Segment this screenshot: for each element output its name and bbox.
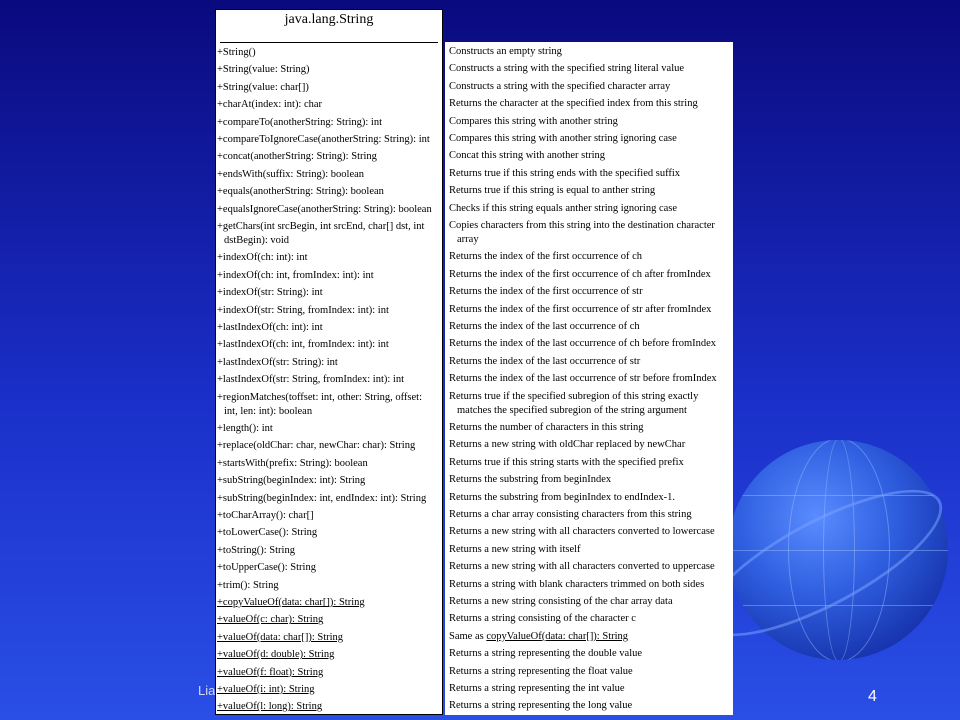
method-description: Returns a string consisting of the character c (449, 613, 636, 625)
method-description: Checks if this string equals anther string ignoring case (449, 202, 678, 214)
method-description: Constructs a string with the specified character array (449, 80, 671, 92)
method-description: Returns the index of the last occurrence of str (449, 355, 641, 367)
method-signature: +concat(anotherString: String): String (217, 151, 377, 163)
method-signature: +endsWith(suffix: String): boolean (217, 168, 365, 180)
method-description: Returns the substring from beginIndex (449, 474, 612, 486)
method-signature: +indexOf(str: String, fromIndex: int): int (217, 304, 389, 316)
method-description: Returns a new string with all characters converted to uppercase (449, 561, 715, 573)
method-signature: +lastIndexOf(str: String): int (217, 356, 338, 368)
method-signature: +subString(beginIndex: int): String (217, 475, 366, 487)
method-description (449, 631, 628, 642)
method-description: Returns the index of the last occurrence of ch before fromIndex (449, 338, 717, 350)
method-signature: +compareToIgnoreCase(anotherString: String): int (217, 134, 430, 145)
method-description: Returns a new string consisting of the char array data (449, 596, 673, 607)
method-description: Returns a string with blank characters trimmed on both sides (449, 578, 705, 590)
page-number: 4 (868, 688, 877, 705)
method-description: Returns the index of the last occurrence of str before fromIndex (449, 373, 717, 385)
method-signature-continued: int, len: int): boolean (224, 405, 313, 417)
method-signature: +valueOf(c: char): String (217, 614, 324, 626)
description-prefix: Same as (449, 630, 487, 642)
method-signature: +regionMatches(toffset: int, other: String, offset: (217, 391, 422, 403)
method-description: Returns the index of the first occurrence of ch after fromIndex (449, 268, 711, 280)
uml-divider (220, 42, 438, 43)
method-signature: +indexOf(ch: int): int (217, 252, 308, 264)
method-description: Compares this string with another string (449, 115, 618, 127)
method-signature: +compareTo(anotherString: String): int (217, 116, 382, 128)
method-signature: +valueOf(l: long): String (217, 701, 323, 713)
method-signature: +charAt(index: int): char (217, 99, 323, 111)
method-description: Returns a char array consisting characters from this string (449, 509, 692, 520)
method-description-continued: array (457, 234, 479, 245)
method-description: Returns true if this string is equal to anther string (449, 185, 656, 197)
method-description: Returns the substring from beginIndex to endIndex-1. (449, 491, 675, 503)
description-box (445, 42, 733, 715)
method-signature: +length(): int (217, 423, 273, 434)
method-signature: +String() (217, 47, 256, 58)
method-signature: +toString(): String (217, 544, 295, 556)
method-signature: +valueOf(data: char[]): String (217, 631, 344, 643)
method-signature: +subString(beginIndex: int, endIndex: int): String (217, 492, 427, 504)
method-description: Returns the index of the first occurrence of str after fromIndex (449, 303, 712, 315)
method-description-continued: matches the specified subregion of the string argument (457, 404, 687, 416)
method-signature: +lastIndexOf(ch: int): int (217, 322, 323, 333)
method-description: Returns the character at the specified index from this string (449, 98, 698, 110)
method-signature: +copyValueOf(data: char[]): String (217, 597, 365, 608)
method-description: Returns a string representing the int value (449, 683, 625, 694)
method-description: Returns the index of the last occurrence of ch (449, 321, 640, 332)
method-description: Concat this string with another string (449, 150, 606, 162)
method-signature: +valueOf(d: double): String (217, 649, 335, 661)
method-signature: +indexOf(ch: int, fromIndex: int): int (217, 269, 374, 281)
method-description: Returns a string representing the double value (449, 648, 643, 660)
method-signature: +toCharArray(): char[] (217, 510, 314, 521)
method-signature: +lastIndexOf(str: String, fromIndex: int): int (217, 374, 405, 386)
method-signature: +toLowerCase(): String (217, 527, 318, 539)
method-description: Returns a new string with all characters converted to lowercase (449, 526, 715, 538)
method-signature: +replace(oldChar: char, newChar: char): String (217, 440, 416, 452)
method-description: Returns a string representing the float value (449, 665, 633, 677)
method-description: Returns the index of the first occurrence of ch (449, 251, 643, 263)
method-description: Compares this string with another string ignoring case (449, 133, 677, 144)
method-signature: +valueOf(i: int): String (217, 684, 315, 695)
method-description: Returns true if this string ends with the specified suffix (449, 167, 681, 179)
method-description: Returns the number of characters in this string (449, 422, 644, 433)
method-signature: +equals(anotherString: String): boolean (217, 186, 384, 198)
method-signature: +toUpperCase(): String (217, 562, 316, 574)
method-signature: +String(value: String) (217, 64, 310, 76)
method-signature: +indexOf(str: String): int (217, 287, 323, 299)
method-description: Returns a string representing the long value (449, 700, 633, 712)
method-description: Returns a new string with oldChar replaced by newChar (449, 439, 686, 451)
method-description: Constructs an empty string (449, 46, 562, 57)
method-signature: +valueOf(f: float): String (217, 666, 324, 678)
uml-class-box (215, 9, 443, 715)
class-name: java.lang.String (284, 12, 374, 27)
method-description: Returns the index of the first occurrence of str (449, 286, 643, 298)
method-description: Constructs a string with the specified string literal value (449, 63, 685, 75)
method-description: Returns a new string with itself (449, 543, 581, 555)
footer-left-text: Lia (198, 683, 216, 698)
method-description: Copies characters from this string into the destination character (449, 220, 715, 231)
method-description: Returns true if this string starts with the specified prefix (449, 456, 684, 468)
method-signature: +startsWith(prefix: String): boolean (217, 457, 368, 469)
description-link-text: copyValueOf(data: char[]): String (486, 630, 629, 642)
method-description: Returns true if the specified subregion of this string exactly (449, 390, 699, 402)
method-signature: +String(value: char[]) (217, 81, 309, 93)
method-signature-continued: dstBegin): void (224, 235, 290, 246)
method-signature: +equalsIgnoreCase(anotherString: String): boolean (217, 203, 432, 215)
method-signature: +lastIndexOf(ch: int, fromIndex: int): int (217, 339, 389, 351)
method-signature: +getChars(int srcBegin, int srcEnd, char[] dst, int (217, 221, 425, 232)
method-signature: +trim(): String (217, 579, 279, 591)
